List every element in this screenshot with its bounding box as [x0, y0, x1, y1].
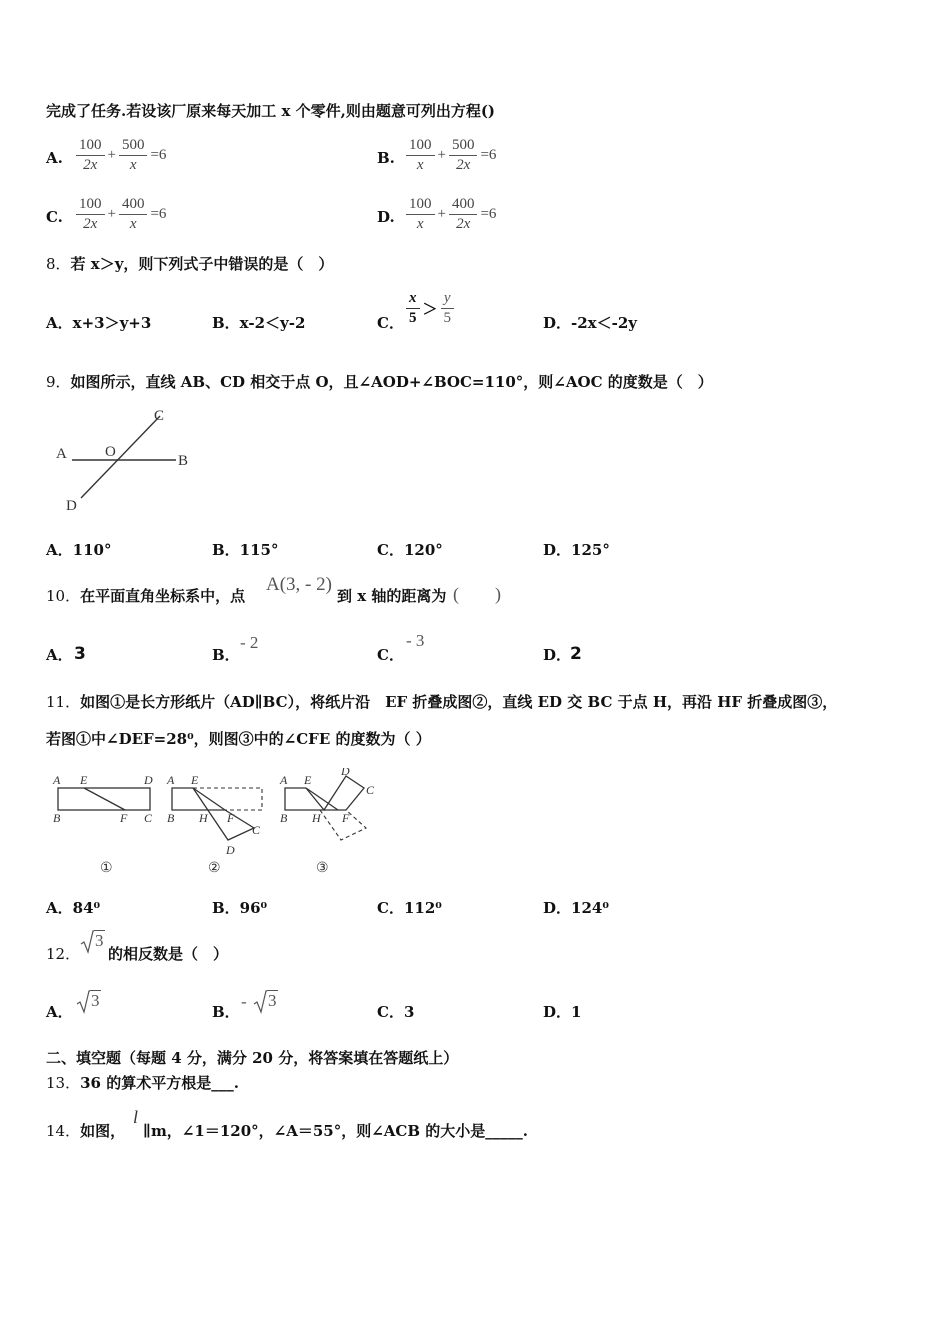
- q14-text-post: ∥m，∠1＝120°，∠A＝55°，则∠ACB 的大小是_____.: [143, 1122, 528, 1140]
- q11-fig3-d: D: [341, 768, 350, 778]
- q9-label-d: D: [66, 498, 77, 514]
- q7-b-den1: x: [416, 157, 424, 173]
- q10-option-c-label: C．: [377, 646, 404, 664]
- q11-fig3-b: B: [280, 811, 288, 825]
- q11-fig2-e: E: [191, 773, 199, 787]
- q7-a-den1: 2x: [83, 157, 98, 173]
- q10-option-d-value: 2: [570, 644, 582, 664]
- q7-option-a-formula: [74, 136, 167, 175]
- q7-option-c-formula: [74, 195, 167, 234]
- q8-option-c-formula: [404, 289, 456, 328]
- q11-fig2-d: D: [226, 843, 235, 857]
- q11-fig1-c: C: [144, 811, 153, 825]
- intro-text: 完成了任务.若设该厂原来每天加工 x 个零件,则由题意可列出方程(): [46, 102, 496, 120]
- q7-b-num1: 100: [406, 136, 435, 156]
- q8-c-num1: x: [406, 289, 420, 309]
- q9-label-o: O: [105, 444, 116, 460]
- q13-number: 13．: [46, 1074, 81, 1092]
- q9-option-a: A．110°: [46, 541, 112, 559]
- q12-option-c: C．3: [377, 1003, 415, 1021]
- q9-figure: [48, 400, 208, 520]
- q11-option-c: C．112⁰: [377, 899, 442, 917]
- q8-c-num2: y: [441, 289, 454, 309]
- q13-text: 36 的算术平方根是___.: [80, 1074, 239, 1092]
- q11-stem-line1: [46, 692, 837, 712]
- q11-fig3-c: C: [366, 783, 375, 797]
- q11-fig2-dashed: [193, 788, 262, 810]
- q12-option-b-label: B．: [212, 1003, 240, 1021]
- q12-option-d: D．1: [543, 1003, 582, 1021]
- q9-option-c: C．120°: [377, 541, 443, 559]
- q11-fig2-b: B: [167, 811, 175, 825]
- q12-text: 的相反数是（ ）: [108, 945, 229, 963]
- q9-text: 如图所示，直线 AB、CD 相交于点 O，且∠AOD+∠BOC=110°，则∠AOC 的度数是（ ）: [70, 373, 713, 391]
- q10-number: 10．: [46, 587, 81, 605]
- q10-stem: [46, 586, 245, 606]
- q11-option-d: D．124⁰: [543, 899, 609, 917]
- q7-a-num1: 100: [76, 136, 105, 156]
- q8-c-den1: 5: [409, 310, 417, 326]
- q8-c-gt: ＞: [422, 302, 438, 318]
- q12-b-sqrt-symbol: [253, 990, 267, 1014]
- q8-option-a: A．x+3＞y+3: [46, 314, 152, 332]
- q11-fig2-f: F: [227, 811, 235, 825]
- q7-c-op: +: [107, 206, 116, 222]
- q8-option-b: B．x-2＜y-2: [212, 314, 306, 332]
- q11-fig1-f: F: [120, 811, 128, 825]
- q7-option-d-label: D.: [377, 208, 395, 226]
- q10-text-post: 到 x 轴的距离为: [337, 587, 447, 605]
- q12-a-sqrt-symbol: [76, 990, 90, 1014]
- q12-option-a-label: A．: [46, 1003, 73, 1021]
- q11-number: 11．: [46, 693, 81, 711]
- q7-c-den1: 2x: [83, 216, 98, 232]
- q10-option-a-value: 3: [74, 644, 86, 664]
- q10-text-pre: 在平面直角坐标系中，点: [80, 587, 246, 605]
- q7-c-rhs: =6: [150, 206, 167, 222]
- q8-option-d: D．-2x＜-2y: [543, 314, 637, 332]
- q9-stem: [46, 372, 713, 392]
- q11-fig3-flap: [306, 776, 364, 810]
- q8-number: 8．: [46, 255, 71, 273]
- q11-fig3-a: A: [280, 773, 288, 787]
- q11-fig3-h: H: [312, 811, 321, 825]
- q7-d-den2: 2x: [456, 216, 471, 232]
- q7-option-c-label: C.: [46, 208, 63, 226]
- q14-line-l: l: [133, 1107, 139, 1127]
- q14-stem-pre: [46, 1121, 125, 1141]
- q7-option-d-formula: [404, 195, 497, 234]
- q7-b-num2: 500: [449, 136, 478, 156]
- q8-c-den2: 5: [443, 310, 452, 326]
- q11-fig2-h: H: [199, 811, 208, 825]
- q12-sqrt-symbol: [80, 930, 94, 954]
- q7-d-num1: 100: [406, 195, 435, 215]
- q9-number: 9．: [46, 373, 71, 391]
- q7-a-num2: 500: [119, 136, 148, 156]
- q11-option-a: A．84⁰: [46, 899, 101, 917]
- q7-a-rhs: =6: [150, 147, 167, 163]
- q10-point: A(3, - 2): [266, 574, 332, 595]
- q11-fig2-caption: ②: [208, 861, 221, 876]
- q10-option-d-label: D．: [543, 646, 572, 664]
- q7-d-op: +: [437, 206, 446, 222]
- q11-fig1-fold-ef: [84, 788, 125, 810]
- q11-fig3-e: E: [304, 773, 312, 787]
- q11-fig2-c: C: [252, 823, 261, 837]
- q11-option-b: B．96⁰: [212, 899, 268, 917]
- q7-b-op: +: [437, 147, 446, 163]
- q9-line-cd: [81, 416, 160, 498]
- q11-fig1-d: D: [144, 773, 153, 787]
- q8-option-c-label: C．: [377, 314, 404, 332]
- q7-c-den2: x: [129, 216, 137, 232]
- q12-b-minus: -: [241, 992, 247, 1011]
- q11-fig2-a: A: [167, 773, 175, 787]
- q11-fig1-caption: ①: [100, 861, 113, 876]
- q13-stem: [46, 1073, 239, 1093]
- q9-label-a: A: [56, 446, 67, 462]
- q7-d-rhs: =6: [480, 206, 497, 222]
- q7-d-num2: 400: [449, 195, 478, 215]
- q11-fig3-f: F: [342, 811, 350, 825]
- q9-label-b: B: [178, 453, 189, 469]
- q7-a-op: +: [107, 147, 116, 163]
- q9-option-d: D．125°: [543, 541, 610, 559]
- q7-c-num2: 400: [119, 195, 148, 215]
- q11-fig1-b: B: [53, 811, 61, 825]
- q14-text-pre: 如图，: [80, 1122, 126, 1140]
- section-fill-in-heading: 二、填空题（每题 4 分，满分 20 分，将答案填在答题纸上）: [46, 1049, 459, 1067]
- q10-option-b-label: B．: [212, 646, 240, 664]
- q14-number: 14．: [46, 1122, 81, 1140]
- q11-fig1-a: A: [53, 773, 61, 787]
- q10-paren: ( ): [453, 584, 501, 604]
- q10-option-a-label: A．: [46, 646, 73, 664]
- q12-radicand: 3: [95, 931, 104, 950]
- q11-fig2-fold-ef: [193, 788, 225, 810]
- q7-b-rhs: =6: [480, 147, 497, 163]
- q7-a-den2: x: [129, 157, 137, 173]
- q7-option-a-label: A.: [46, 149, 63, 167]
- q7-b-den2: 2x: [456, 157, 471, 173]
- q11-fig1-e: E: [80, 773, 88, 787]
- q9-label-c: C: [154, 408, 165, 424]
- q7-option-b-label: B.: [377, 149, 395, 167]
- q7-option-b-formula: [404, 136, 497, 175]
- q7-d-den1: x: [416, 216, 424, 232]
- q10-option-b-value: - 2: [240, 633, 259, 652]
- q11-stem-line2: 若图①中∠DEF=28⁰，则图③中的∠CFE 的度数为（ ）: [46, 730, 431, 748]
- q11-text-1: 如图①是长方形纸片（AD∥BC），将纸片沿 EF 折叠成图②，直线 ED 交 BC 于点 H，再沿 HF 折叠成图③，: [80, 693, 838, 711]
- q10-option-c-value: - 3: [406, 631, 425, 650]
- q12-number: 12．: [46, 945, 81, 963]
- q8-stem: [46, 254, 333, 274]
- q11-figure: [48, 768, 388, 878]
- q12-a-radicand: 3: [91, 991, 100, 1010]
- q8-text: 若 x＞y，则下列式子中错误的是（ ）: [70, 255, 334, 273]
- q12-b-radicand: 3: [268, 991, 277, 1010]
- q11-fig3-caption: ③: [316, 861, 329, 876]
- q7-c-num1: 100: [76, 195, 105, 215]
- q9-option-b: B．115°: [212, 541, 279, 559]
